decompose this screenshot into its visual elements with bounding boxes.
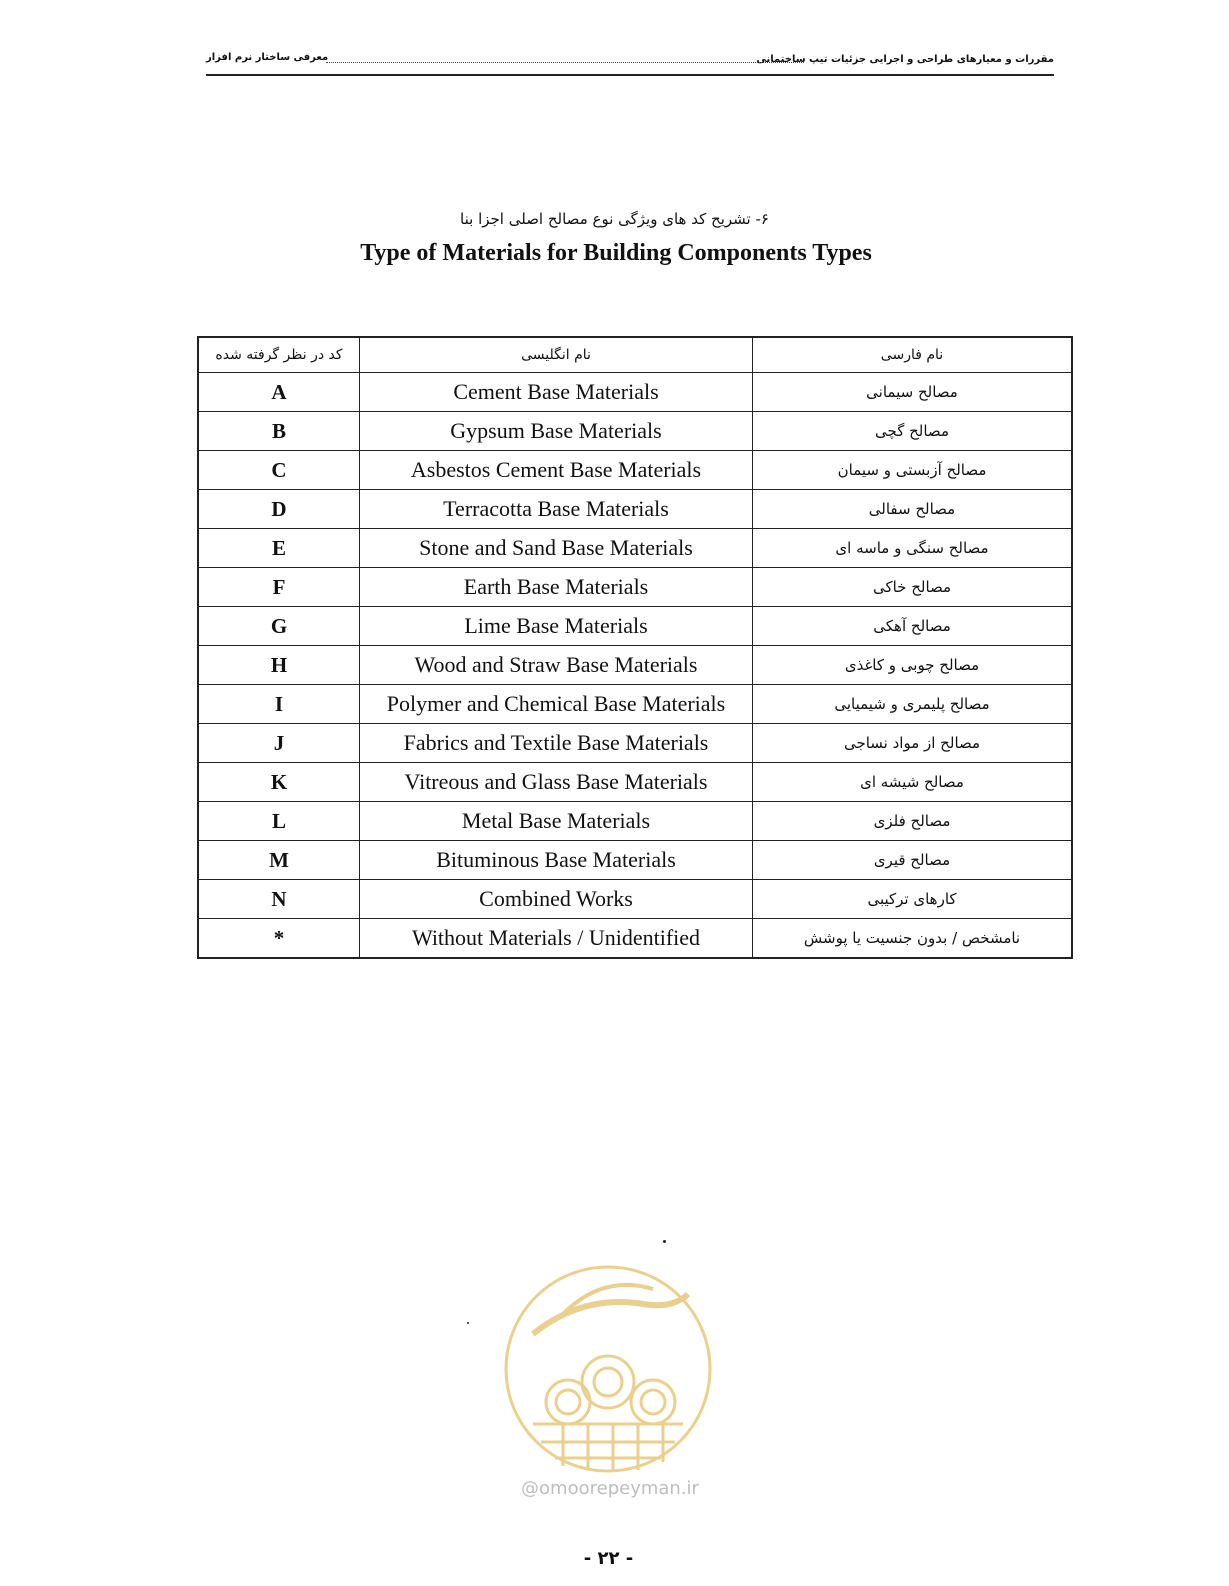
cell-code: J bbox=[198, 724, 360, 763]
table-row bbox=[198, 412, 1072, 451]
cell-code: N bbox=[198, 880, 360, 919]
table-row bbox=[198, 685, 1072, 724]
cell-code: K bbox=[198, 763, 360, 802]
cell-persian: مصالح چوبی و کاغذی bbox=[753, 646, 1073, 685]
cell-english: Asbestos Cement Base Materials bbox=[360, 451, 753, 490]
cell-code: B bbox=[198, 412, 360, 451]
cell-code: L bbox=[198, 802, 360, 841]
table-row bbox=[198, 607, 1072, 646]
table-row bbox=[198, 490, 1072, 529]
cell-code: H bbox=[198, 646, 360, 685]
table-row bbox=[198, 568, 1072, 607]
table-row bbox=[198, 919, 1072, 959]
page-header bbox=[206, 44, 1054, 76]
cell-english: Wood and Straw Base Materials bbox=[360, 646, 753, 685]
section-title-persian: ۶- تشریح کد های ویژگی نوع مصالح اصلی اجزا بنا bbox=[460, 210, 769, 228]
cell-persian: مصالح شیشه ای bbox=[753, 763, 1073, 802]
table-row bbox=[198, 451, 1072, 490]
header-code: کد در نظر گرفته شده bbox=[198, 337, 360, 373]
cell-persian: مصالح آهکی bbox=[753, 607, 1073, 646]
cell-persian: کارهای ترکیبی bbox=[753, 880, 1073, 919]
cell-english: Stone and Sand Base Materials bbox=[360, 529, 753, 568]
table-row bbox=[198, 802, 1072, 841]
cell-code: E bbox=[198, 529, 360, 568]
materials-table bbox=[197, 336, 1073, 959]
cell-code: G bbox=[198, 607, 360, 646]
cell-persian: نامشخص / بدون جنسیت یا پوشش bbox=[753, 919, 1073, 959]
cell-persian: مصالح سنگی و ماسه ای bbox=[753, 529, 1073, 568]
cell-english: Lime Base Materials bbox=[360, 607, 753, 646]
cell-english: Fabrics and Textile Base Materials bbox=[360, 724, 753, 763]
cell-code: F bbox=[198, 568, 360, 607]
cell-english: Polymer and Chemical Base Materials bbox=[360, 685, 753, 724]
cell-persian: مصالح پلیمری و شیمیایی bbox=[753, 685, 1073, 724]
cell-persian: مصالح سفالی bbox=[753, 490, 1073, 529]
cell-english: Earth Base Materials bbox=[360, 568, 753, 607]
cell-english: Combined Works bbox=[360, 880, 753, 919]
header-persian-name: نام فارسی bbox=[753, 337, 1073, 373]
header-document-title: مقررات و معیارهای طراحی و اجرایی جزئیات تیپ ساختمانی bbox=[756, 54, 1054, 65]
cell-english: Metal Base Materials bbox=[360, 802, 753, 841]
cell-english: Cement Base Materials bbox=[360, 373, 753, 412]
table-header-row bbox=[198, 337, 1072, 373]
page-number: - ۲۲ - bbox=[583, 1548, 634, 1569]
cell-persian: مصالح قیری bbox=[753, 841, 1073, 880]
table-row bbox=[198, 373, 1072, 412]
scan-speck bbox=[467, 1322, 469, 1324]
cell-persian: مصالح از مواد نساجی bbox=[753, 724, 1073, 763]
cell-persian: مصالح فلزی bbox=[753, 802, 1073, 841]
watermark-site: @omoorepeyman.ir bbox=[521, 1478, 699, 1499]
table-row bbox=[198, 529, 1072, 568]
header-dotted-leader bbox=[326, 62, 804, 63]
cell-code: I bbox=[198, 685, 360, 724]
table-row bbox=[198, 724, 1072, 763]
at-sign-icon: @ bbox=[521, 1478, 540, 1499]
cell-code: C bbox=[198, 451, 360, 490]
cell-persian: مصالح خاکی bbox=[753, 568, 1073, 607]
table-row bbox=[198, 841, 1072, 880]
cell-code: A bbox=[198, 373, 360, 412]
cell-persian: مصالح گچی bbox=[753, 412, 1073, 451]
cell-persian: مصالح آزبستی و سیمان bbox=[753, 451, 1073, 490]
section-title-english: Type of Materials for Building Components Types bbox=[360, 240, 872, 266]
header-english-name: نام انگلیسی bbox=[360, 337, 753, 373]
header-section-title: معرفی ساختار نرم افزار bbox=[206, 52, 329, 63]
cell-code: * bbox=[198, 919, 360, 959]
watermark-logo bbox=[503, 1264, 713, 1474]
cell-english: Without Materials / Unidentified bbox=[360, 919, 753, 959]
cell-english: Vitreous and Glass Base Materials bbox=[360, 763, 753, 802]
cell-persian: مصالح سیمانی bbox=[753, 373, 1073, 412]
table-row bbox=[198, 646, 1072, 685]
table-row bbox=[198, 880, 1072, 919]
cell-english: Gypsum Base Materials bbox=[360, 412, 753, 451]
table-row bbox=[198, 763, 1072, 802]
cell-english: Bituminous Base Materials bbox=[360, 841, 753, 880]
scan-speck bbox=[663, 1240, 666, 1243]
logo-emblem-icon bbox=[503, 1264, 713, 1474]
cell-english: Terracotta Base Materials bbox=[360, 490, 753, 529]
cell-code: M bbox=[198, 841, 360, 880]
cell-code: D bbox=[198, 490, 360, 529]
